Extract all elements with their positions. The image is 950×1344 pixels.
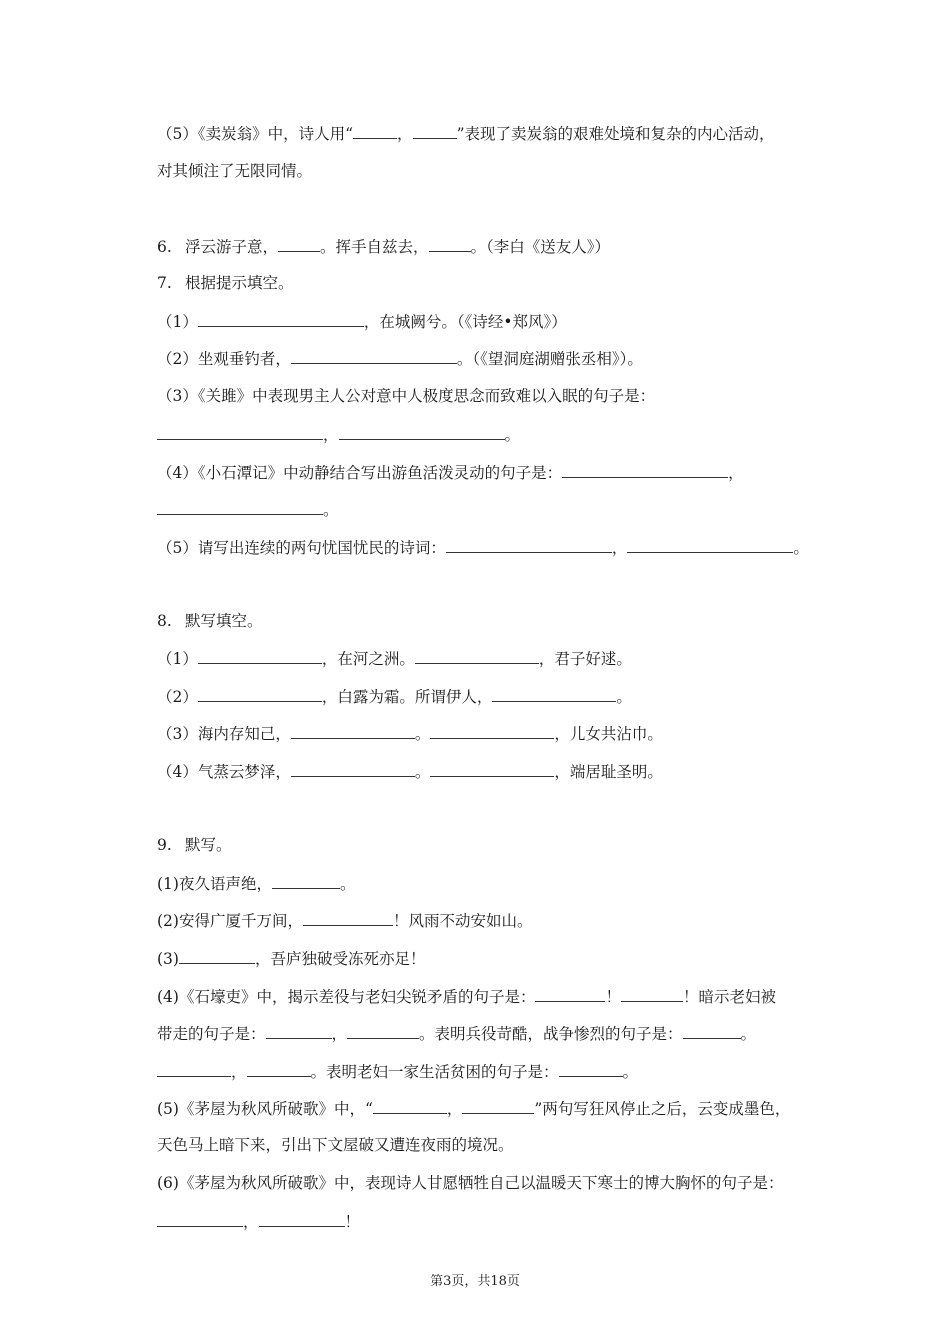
text: 浮云游子意， bbox=[185, 238, 279, 256]
answer-blank[interactable] bbox=[430, 723, 554, 739]
q9-item-5-line1 bbox=[157, 1098, 790, 1119]
q7-item-5 bbox=[157, 537, 809, 558]
text: (2)安得广厦千万间， bbox=[157, 912, 303, 930]
text: 带走的句子是： bbox=[157, 1025, 266, 1043]
text: ，君子好逑。 bbox=[538, 650, 632, 668]
text: 。表明老妇一家生活贫困的句子是： bbox=[310, 1063, 559, 1081]
text: 。 bbox=[740, 1025, 757, 1043]
text: （2） bbox=[157, 688, 198, 706]
q7-item-3-line2 bbox=[157, 424, 520, 445]
text: ，儿女共沾巾。 bbox=[554, 725, 663, 743]
text: ！风雨不动安如山。 bbox=[392, 912, 533, 930]
text: ， bbox=[323, 426, 339, 444]
text: （4）气蒸云梦泽， bbox=[157, 763, 291, 781]
text: 。 bbox=[339, 875, 356, 893]
text: ， bbox=[331, 1025, 348, 1043]
q9-item-4-line1 bbox=[157, 986, 776, 1007]
text: （1） bbox=[157, 313, 198, 331]
text: ，端居耻圣明。 bbox=[554, 763, 663, 781]
answer-blank[interactable] bbox=[621, 986, 683, 1002]
text: (3) bbox=[157, 950, 179, 968]
answer-blank[interactable] bbox=[430, 761, 554, 777]
question-number: 9. bbox=[157, 836, 172, 854]
answer-blank[interactable] bbox=[373, 1098, 447, 1114]
text: 。（李白《送友人》） bbox=[470, 238, 611, 256]
text: （2）坐观垂钓者， bbox=[157, 350, 291, 368]
q5-item-5-line2 bbox=[157, 161, 312, 181]
answer-blank[interactable] bbox=[446, 537, 612, 553]
text: 对其倾注了无限同情。 bbox=[157, 162, 313, 180]
answer-blank[interactable] bbox=[413, 123, 457, 139]
answer-blank[interactable] bbox=[291, 761, 415, 777]
answer-blank[interactable] bbox=[562, 462, 728, 478]
text: 。 bbox=[616, 688, 632, 706]
answer-blank[interactable] bbox=[627, 537, 793, 553]
text: ”表现了卖炭翁的艰难处境和复杂的内心活动， bbox=[456, 125, 775, 143]
text: 。表明兵役苛酷，战争惨烈的句子是： bbox=[419, 1025, 683, 1043]
text: ， bbox=[728, 464, 744, 482]
q9-item-4-line3 bbox=[157, 1061, 638, 1082]
answer-blank[interactable] bbox=[492, 686, 616, 702]
text: 。 bbox=[323, 501, 339, 519]
question-title: 默写填空。 bbox=[185, 612, 263, 630]
q7-item-3-line1 bbox=[157, 386, 655, 406]
text: 。 bbox=[504, 426, 521, 444]
text: ，白露为霜。所谓伊人， bbox=[321, 688, 493, 706]
text: ， bbox=[231, 1063, 247, 1081]
question-8-title bbox=[157, 611, 263, 631]
answer-blank[interactable] bbox=[559, 1061, 623, 1077]
text: ， bbox=[397, 125, 413, 143]
q7-item-1 bbox=[157, 311, 567, 332]
question-number: 6. bbox=[157, 238, 172, 256]
text: 。挥手自兹去， bbox=[320, 238, 429, 256]
text: ，在河之洲。 bbox=[321, 650, 415, 668]
text: （1） bbox=[157, 650, 198, 668]
answer-blank[interactable] bbox=[179, 948, 255, 964]
q9-item-5-line2 bbox=[157, 1135, 514, 1155]
text: 天色马上暗下来，引出下文屋破又遭连夜雨的境况。 bbox=[157, 1136, 514, 1154]
text: （4）《小石潭记》中动静结合写出游鱼活泼灵动的句子是： bbox=[157, 464, 563, 482]
text: ， bbox=[243, 1213, 259, 1231]
answer-blank[interactable] bbox=[157, 499, 323, 515]
q8-item-3 bbox=[157, 723, 663, 744]
page-footer: 第3页，共18页 bbox=[430, 1274, 520, 1289]
text: ，吾庐独破受冻死亦足！ bbox=[254, 950, 426, 968]
text: (1)夜久语声绝， bbox=[157, 875, 272, 893]
q7-item-4-line1 bbox=[157, 462, 744, 483]
text: （3）《关雎》中表现男主人公对意中人极度思念而致难以入眠的句子是： bbox=[157, 387, 656, 405]
answer-blank[interactable] bbox=[157, 1061, 231, 1077]
question-title: 根据提示填空。 bbox=[185, 274, 294, 292]
text: (4)《石壕吏》中，揭示差役与老妇尖锐矛盾的句子是： bbox=[157, 988, 536, 1006]
question-title: 默写。 bbox=[185, 836, 232, 854]
q9-item-1 bbox=[157, 873, 355, 894]
text: ， bbox=[446, 1100, 463, 1118]
question-number: 7. bbox=[157, 274, 172, 292]
text: （3）海内存知己， bbox=[157, 725, 291, 743]
answer-blank[interactable] bbox=[291, 348, 457, 364]
text: 。 bbox=[622, 1063, 639, 1081]
answer-blank[interactable] bbox=[266, 1023, 332, 1039]
answer-blank[interactable] bbox=[278, 236, 320, 252]
text: 。 bbox=[793, 539, 809, 557]
question-7-title bbox=[157, 273, 294, 293]
text: ”两句写狂风停止之后，云变成墨色， bbox=[534, 1100, 791, 1118]
q7-item-4-line2 bbox=[157, 499, 339, 520]
text: 。 bbox=[414, 725, 431, 743]
q8-item-2 bbox=[157, 686, 632, 707]
answer-blank[interactable] bbox=[303, 910, 393, 926]
text: (6)《茅屋为秋风所破歌》中，表现诗人甘愿牺牲自己以温暖天下寒士的博大胸怀的句子是： bbox=[157, 1174, 784, 1192]
answer-blank[interactable] bbox=[272, 873, 340, 889]
answer-blank[interactable] bbox=[353, 123, 397, 139]
question-9-title bbox=[157, 835, 232, 855]
q8-item-4 bbox=[157, 761, 663, 782]
q9-item-4-line2 bbox=[157, 1023, 756, 1044]
text: （5）请写出连续的两句忧国忧民的诗词： bbox=[157, 539, 446, 557]
answer-blank[interactable] bbox=[291, 723, 415, 739]
answer-blank[interactable] bbox=[462, 1098, 534, 1114]
q9-item-6-line1 bbox=[157, 1173, 783, 1193]
q9-item-3 bbox=[157, 948, 425, 969]
answer-blank[interactable] bbox=[247, 1061, 311, 1077]
answer-blank[interactable] bbox=[157, 424, 323, 440]
answer-blank[interactable] bbox=[535, 986, 605, 1002]
answer-blank[interactable] bbox=[683, 1023, 741, 1039]
text: ！ bbox=[605, 988, 621, 1006]
text: 。 bbox=[414, 763, 431, 781]
answer-blank[interactable] bbox=[415, 648, 539, 664]
answer-blank[interactable] bbox=[429, 236, 471, 252]
text: ！ bbox=[344, 1213, 361, 1231]
text: ， bbox=[611, 539, 628, 557]
q9-item-2 bbox=[157, 910, 532, 931]
answer-blank[interactable] bbox=[157, 1211, 243, 1227]
q9-item-6-line2 bbox=[157, 1211, 360, 1232]
text: (5)《茅屋为秋风所破歌》中，“ bbox=[157, 1100, 373, 1118]
question-6 bbox=[157, 236, 610, 257]
question-number: 8. bbox=[157, 612, 172, 630]
text: （5）《卖炭翁》中，诗人用“ bbox=[157, 125, 354, 143]
q7-item-2 bbox=[157, 348, 643, 369]
text: 。（《望洞庭湖赠张丞相》）。 bbox=[456, 350, 643, 368]
answer-blank[interactable] bbox=[198, 648, 322, 664]
answer-blank[interactable] bbox=[339, 424, 505, 440]
answer-blank[interactable] bbox=[347, 1023, 419, 1039]
answer-blank[interactable] bbox=[198, 311, 364, 327]
q8-item-1 bbox=[157, 648, 632, 669]
answer-blank[interactable] bbox=[198, 686, 322, 702]
text: ！暗示老妇被 bbox=[682, 988, 776, 1006]
text: ，在城阙兮。（《诗经•郑风》） bbox=[363, 313, 567, 331]
q5-item-5-line1 bbox=[157, 123, 775, 144]
answer-blank[interactable] bbox=[259, 1211, 345, 1227]
